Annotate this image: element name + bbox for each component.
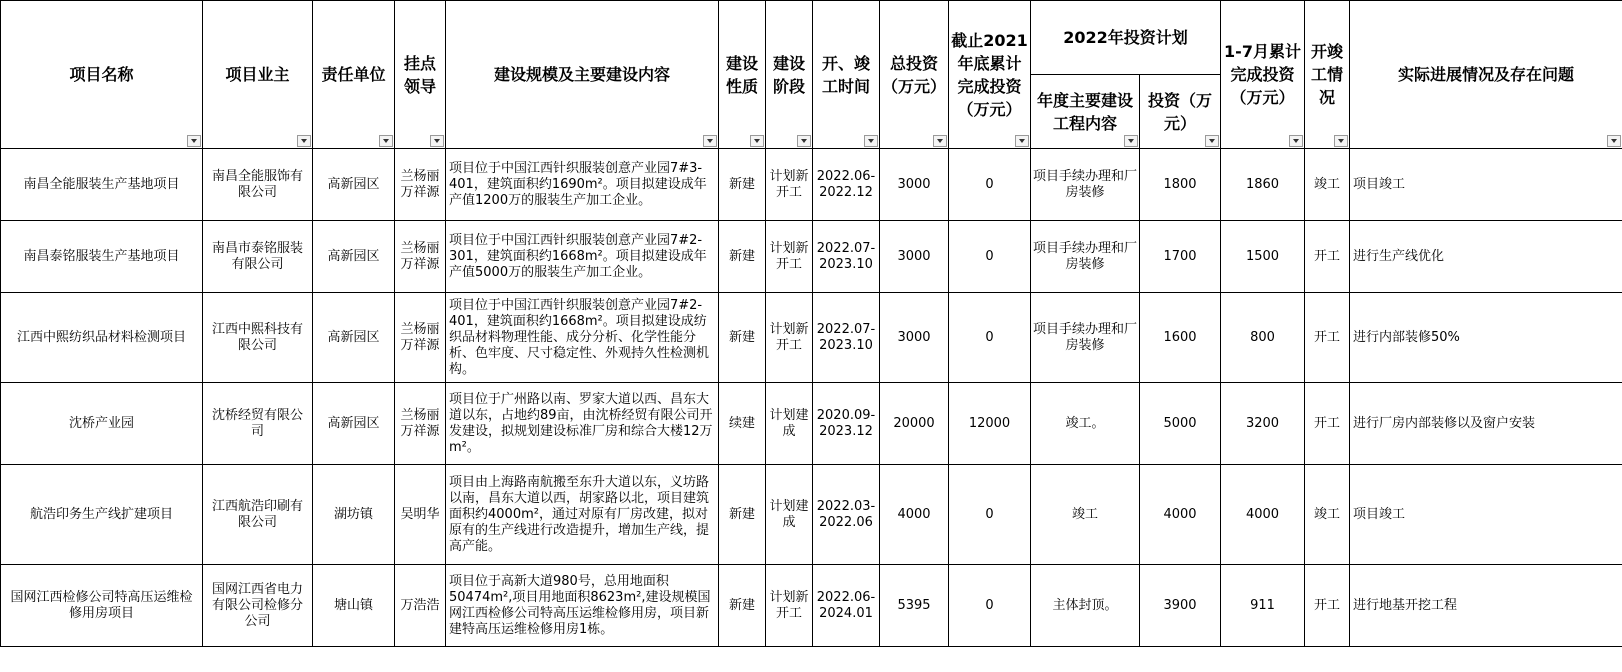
header-total[interactable]: 总投资（万元）	[880, 1, 949, 149]
table-row[interactable]	[1, 465, 1622, 565]
cell-plan-content[interactable]: 项目手续办理和厂房装修	[1031, 293, 1140, 383]
header-leader[interactable]: 挂点领导	[395, 1, 446, 149]
cell-cum2021[interactable]: 0	[949, 221, 1031, 293]
filter-dropdown-icon[interactable]	[750, 135, 764, 147]
cell-owner[interactable]: 江西航浩印刷有限公司	[203, 465, 313, 565]
cell-time[interactable]: 2022.07-2023.10	[813, 293, 880, 383]
cell-total[interactable]: 3000	[880, 221, 949, 293]
filter-dropdown-icon[interactable]	[933, 135, 947, 147]
cell-plan-invest[interactable]: 1700	[1140, 221, 1221, 293]
cell-status[interactable]: 竣工	[1305, 465, 1350, 565]
cell-total[interactable]: 20000	[880, 383, 949, 465]
cell-owner[interactable]: 南昌全能服饰有限公司	[203, 149, 313, 221]
header-owner[interactable]: 项目业主	[203, 1, 313, 149]
cell-progress[interactable]: 项目竣工	[1350, 465, 1622, 565]
cell-total[interactable]: 4000	[880, 465, 949, 565]
cell-jan-jul[interactable]: 4000	[1221, 465, 1305, 565]
cell-status[interactable]: 竣工	[1305, 149, 1350, 221]
cell-plan-invest[interactable]: 4000	[1140, 465, 1221, 565]
cell-owner[interactable]: 江西中熙科技有限公司	[203, 293, 313, 383]
cell-jan-jul[interactable]: 1500	[1221, 221, 1305, 293]
cell-time[interactable]: 2022.07-2023.10	[813, 221, 880, 293]
cell-jan-jul[interactable]: 3200	[1221, 383, 1305, 465]
cell-leader[interactable]: 兰杨丽万祥源	[395, 221, 446, 293]
cell-unit[interactable]: 高新园区	[313, 221, 395, 293]
cell-plan-content[interactable]: 项目手续办理和厂房装修	[1031, 221, 1140, 293]
cell-unit[interactable]: 湖坊镇	[313, 465, 395, 565]
cell-leader[interactable]: 兰杨丽万祥源	[395, 149, 446, 221]
cell-stage[interactable]: 计划建成	[766, 465, 813, 565]
header-plan2022: 2022年投资计划	[1031, 1, 1221, 75]
cell-stage[interactable]: 计划建成	[766, 383, 813, 465]
cell-leader[interactable]: 兰杨丽万祥源	[395, 293, 446, 383]
header-plan-content[interactable]: 年度主要建设工程内容	[1031, 75, 1140, 149]
header-content[interactable]: 建设规模及主要建设内容	[446, 1, 719, 149]
table-row[interactable]	[1, 293, 1622, 383]
cell-name[interactable]: 沈桥产业园	[1, 383, 203, 465]
filter-dropdown-icon[interactable]	[864, 135, 878, 147]
table-row[interactable]	[1, 565, 1622, 647]
table-row[interactable]	[1, 383, 1622, 465]
cell-content[interactable]: 项目位于高新大道980号，总用地面积50474m²,项目用地面积8623m²,建设规模国网江西检修公司特高压运维检修用房，项目新建特高压运维检修用房1栋。	[446, 565, 719, 647]
cell-cum2021[interactable]: 0	[949, 565, 1031, 647]
cell-jan-jul[interactable]: 911	[1221, 565, 1305, 647]
header-time[interactable]: 开、竣工时间	[813, 1, 880, 149]
cell-total[interactable]: 3000	[880, 149, 949, 221]
filter-dropdown-icon[interactable]	[1205, 135, 1219, 147]
cell-nature[interactable]: 新建	[719, 565, 766, 647]
cell-content[interactable]: 项目位于中国江西针织服装创意产业园7#2-401，建筑面积约1668m²。项目拟建设成纺织品材料物理性能、成分分析、化学性能分析、色牢度、尺寸稳定性、外观持久性检测机构。	[446, 293, 719, 383]
cell-nature[interactable]: 新建	[719, 465, 766, 565]
cell-owner[interactable]: 南昌市泰铭服装有限公司	[203, 221, 313, 293]
cell-time[interactable]: 2020.09-2023.12	[813, 383, 880, 465]
header-jan-jul[interactable]: 1-7月累计完成投资（万元）	[1221, 1, 1305, 149]
cell-nature[interactable]: 续建	[719, 383, 766, 465]
table-row[interactable]	[1, 221, 1622, 293]
cell-cum2021[interactable]: 0	[949, 465, 1031, 565]
header-plan-invest[interactable]: 投资（万元）	[1140, 75, 1221, 149]
cell-leader[interactable]: 兰杨丽万祥源	[395, 383, 446, 465]
filter-dropdown-icon[interactable]	[187, 135, 201, 147]
filter-dropdown-icon[interactable]	[1607, 135, 1621, 147]
cell-progress[interactable]: 项目竣工	[1350, 149, 1622, 221]
cell-name[interactable]: 航浩印务生产线扩建项目	[1, 465, 203, 565]
cell-time[interactable]: 2022.06-2024.01	[813, 565, 880, 647]
cell-unit[interactable]: 塘山镇	[313, 565, 395, 647]
cell-stage[interactable]: 计划新开工	[766, 565, 813, 647]
filter-dropdown-icon[interactable]	[1015, 135, 1029, 147]
header-unit[interactable]: 责任单位	[313, 1, 395, 149]
cell-name[interactable]: 国网江西检修公司特高压运维检修用房项目	[1, 565, 203, 647]
cell-owner[interactable]: 国网江西省电力有限公司检修分公司	[203, 565, 313, 647]
cell-status[interactable]: 开工	[1305, 565, 1350, 647]
cell-plan-invest[interactable]: 5000	[1140, 383, 1221, 465]
header-status[interactable]: 开竣工情况	[1305, 1, 1350, 149]
cell-total[interactable]: 5395	[880, 565, 949, 647]
cell-leader[interactable]: 吴明华	[395, 465, 446, 565]
filter-dropdown-icon[interactable]	[797, 135, 811, 147]
cell-nature[interactable]: 新建	[719, 293, 766, 383]
cell-stage[interactable]: 计划新开工	[766, 293, 813, 383]
header-name[interactable]: 项目名称	[1, 1, 203, 149]
filter-dropdown-icon[interactable]	[430, 135, 444, 147]
filter-dropdown-icon[interactable]	[703, 135, 717, 147]
cell-unit[interactable]: 高新园区	[313, 149, 395, 221]
cell-plan-invest[interactable]: 3900	[1140, 565, 1221, 647]
cell-nature[interactable]: 新建	[719, 149, 766, 221]
cell-time[interactable]: 2022.03-2022.06	[813, 465, 880, 565]
cell-stage[interactable]: 计划新开工	[766, 221, 813, 293]
filter-dropdown-icon[interactable]	[379, 135, 393, 147]
cell-content[interactable]: 项目位于广州路以南、罗家大道以西、昌东大道以东，占地约89亩，由沈桥经贸有限公司开发建设，拟规划建设标准厂房和综合大楼12万m²。	[446, 383, 719, 465]
cell-progress[interactable]: 进行内部装修50%	[1350, 293, 1622, 383]
cell-name[interactable]: 南昌全能服装生产基地项目	[1, 149, 203, 221]
cell-cum2021[interactable]: 12000	[949, 383, 1031, 465]
filter-dropdown-icon[interactable]	[1124, 135, 1138, 147]
filter-dropdown-icon[interactable]	[1289, 135, 1303, 147]
cell-progress[interactable]: 进行厂房内部装修以及窗户安装	[1350, 383, 1622, 465]
cell-plan-invest[interactable]: 1800	[1140, 149, 1221, 221]
cell-unit[interactable]: 高新园区	[313, 383, 395, 465]
cell-plan-invest[interactable]: 1600	[1140, 293, 1221, 383]
cell-content[interactable]: 项目位于中国江西针织服装创意产业园7#2-301，建筑面积约1668m²。项目拟建设成年产值5000万的服装生产加工企业。	[446, 221, 719, 293]
cell-plan-content[interactable]: 项目手续办理和厂房装修	[1031, 149, 1140, 221]
cell-unit[interactable]: 高新园区	[313, 293, 395, 383]
cell-total[interactable]: 3000	[880, 293, 949, 383]
cell-jan-jul[interactable]: 800	[1221, 293, 1305, 383]
header-progress[interactable]: 实际进展情况及存在问题	[1350, 1, 1622, 149]
cell-name[interactable]: 南昌泰铭服装生产基地项目	[1, 221, 203, 293]
cell-stage[interactable]: 计划新开工	[766, 149, 813, 221]
cell-nature[interactable]: 新建	[719, 221, 766, 293]
cell-leader[interactable]: 万浩浩	[395, 565, 446, 647]
cell-name[interactable]: 江西中熙纺织品材料检测项目	[1, 293, 203, 383]
cell-cum2021[interactable]: 0	[949, 149, 1031, 221]
cell-owner[interactable]: 沈桥经贸有限公司	[203, 383, 313, 465]
cell-status[interactable]: 开工	[1305, 293, 1350, 383]
cell-jan-jul[interactable]: 1860	[1221, 149, 1305, 221]
cell-status[interactable]: 开工	[1305, 383, 1350, 465]
cell-time[interactable]: 2022.06-2022.12	[813, 149, 880, 221]
header-nature[interactable]: 建设性质	[719, 1, 766, 149]
cell-content[interactable]: 项目由上海路南航搬至东升大道以东，义坊路以南，昌东大道以西，胡家路以北，项目建筑面积约4000m²，通过对原有厂房改建，拟对原有的生产线进行改造提升，增加生产线，提高产能。	[446, 465, 719, 565]
header-stage[interactable]: 建设阶段	[766, 1, 813, 149]
filter-dropdown-icon[interactable]	[297, 135, 311, 147]
cell-plan-content[interactable]: 竣工	[1031, 465, 1140, 565]
cell-plan-content[interactable]: 主体封顶。	[1031, 565, 1140, 647]
cell-cum2021[interactable]: 0	[949, 293, 1031, 383]
cell-status[interactable]: 开工	[1305, 221, 1350, 293]
filter-dropdown-icon[interactable]	[1334, 135, 1348, 147]
cell-progress[interactable]: 进行地基开挖工程	[1350, 565, 1622, 647]
cell-progress[interactable]: 进行生产线优化	[1350, 221, 1622, 293]
table-row[interactable]	[1, 149, 1622, 221]
header-cum2021[interactable]: 截止2021年底累计完成投资（万元）	[949, 1, 1031, 149]
cell-plan-content[interactable]: 竣工。	[1031, 383, 1140, 465]
cell-content[interactable]: 项目位于中国江西针织服装创意产业园7#3-401，建筑面积约1690m²。项目拟建设成年产值1200万的服装生产加工企业。	[446, 149, 719, 221]
